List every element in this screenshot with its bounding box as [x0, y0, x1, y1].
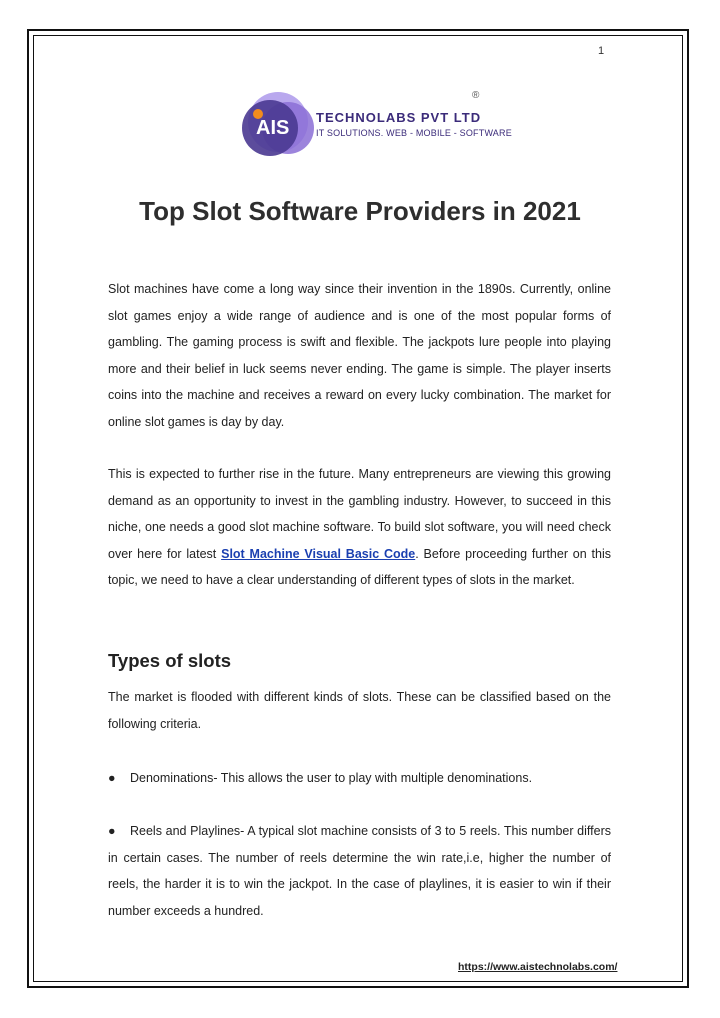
logo-initials: AIS [256, 117, 290, 139]
bullet-item [108, 818, 611, 924]
paragraph-market: The market is flooded with different kinds of slots. These can be classified based on the following criteria. [108, 690, 611, 731]
types-of-slots-heading: Types of slots [108, 650, 232, 671]
bullet-text: Denominations- This allows the user to play with multiple denominations. [130, 771, 533, 785]
logo-company-name: TECHNOLABS PVT LTD [316, 110, 482, 125]
logo-registered-mark: ® [472, 90, 480, 101]
page-number: 1 [598, 45, 605, 57]
bullet-item [108, 765, 611, 792]
paragraph-software-text-1: This is expected to further rise in the future. Many entrepreneurs are viewing this growing demand as an opportunity to invest in the gambling industry. However, to succeed in this niche, one needs a good slot machine software. To build slot software, you will need check over here for latest [108, 467, 611, 561]
logo-tagline: IT SOLUTIONS. WEB - MOBILE - SOFTWARE [316, 128, 512, 138]
slot-machine-code-link[interactable]: Slot Machine Visual Basic Code [221, 546, 416, 561]
paragraph-intro: Slot machines have come a long way since their invention in the 1890s. Currently, online slot games enjoy a wide range of audience and is one of the most popular forms of gambling. The gaming process is swift and flexible. The jackpots lure people into playing more and their belief in luck seems never ending. The game is simple. The player inserts coins into the machine and receives a reward on every lucky combination. The market for online slot games is day by day. [108, 282, 611, 429]
bullet-marker: ● [108, 771, 116, 785]
paragraph-software-text-2: . Before proceeding further on this topic, we need to have a clear understanding of different types of slots in the market. [108, 546, 611, 587]
paragraph-software [108, 461, 611, 594]
article-title: Top Slot Software Providers in 2021 [139, 196, 581, 226]
bullet-marker: ● [108, 824, 116, 838]
footer-website-link[interactable]: https://www.aistechnolabs.com/ [458, 961, 618, 973]
bullet-text: Reels and Playlines- A typical slot machine consists of 3 to 5 reels. This number differs in certain cases. The number of reels determine the win rate,i.e, higher the number of reels, the harder it is to win the jackpot. In the case of playlines, it is easier to win if their number exceeds a hundred. [108, 824, 611, 918]
